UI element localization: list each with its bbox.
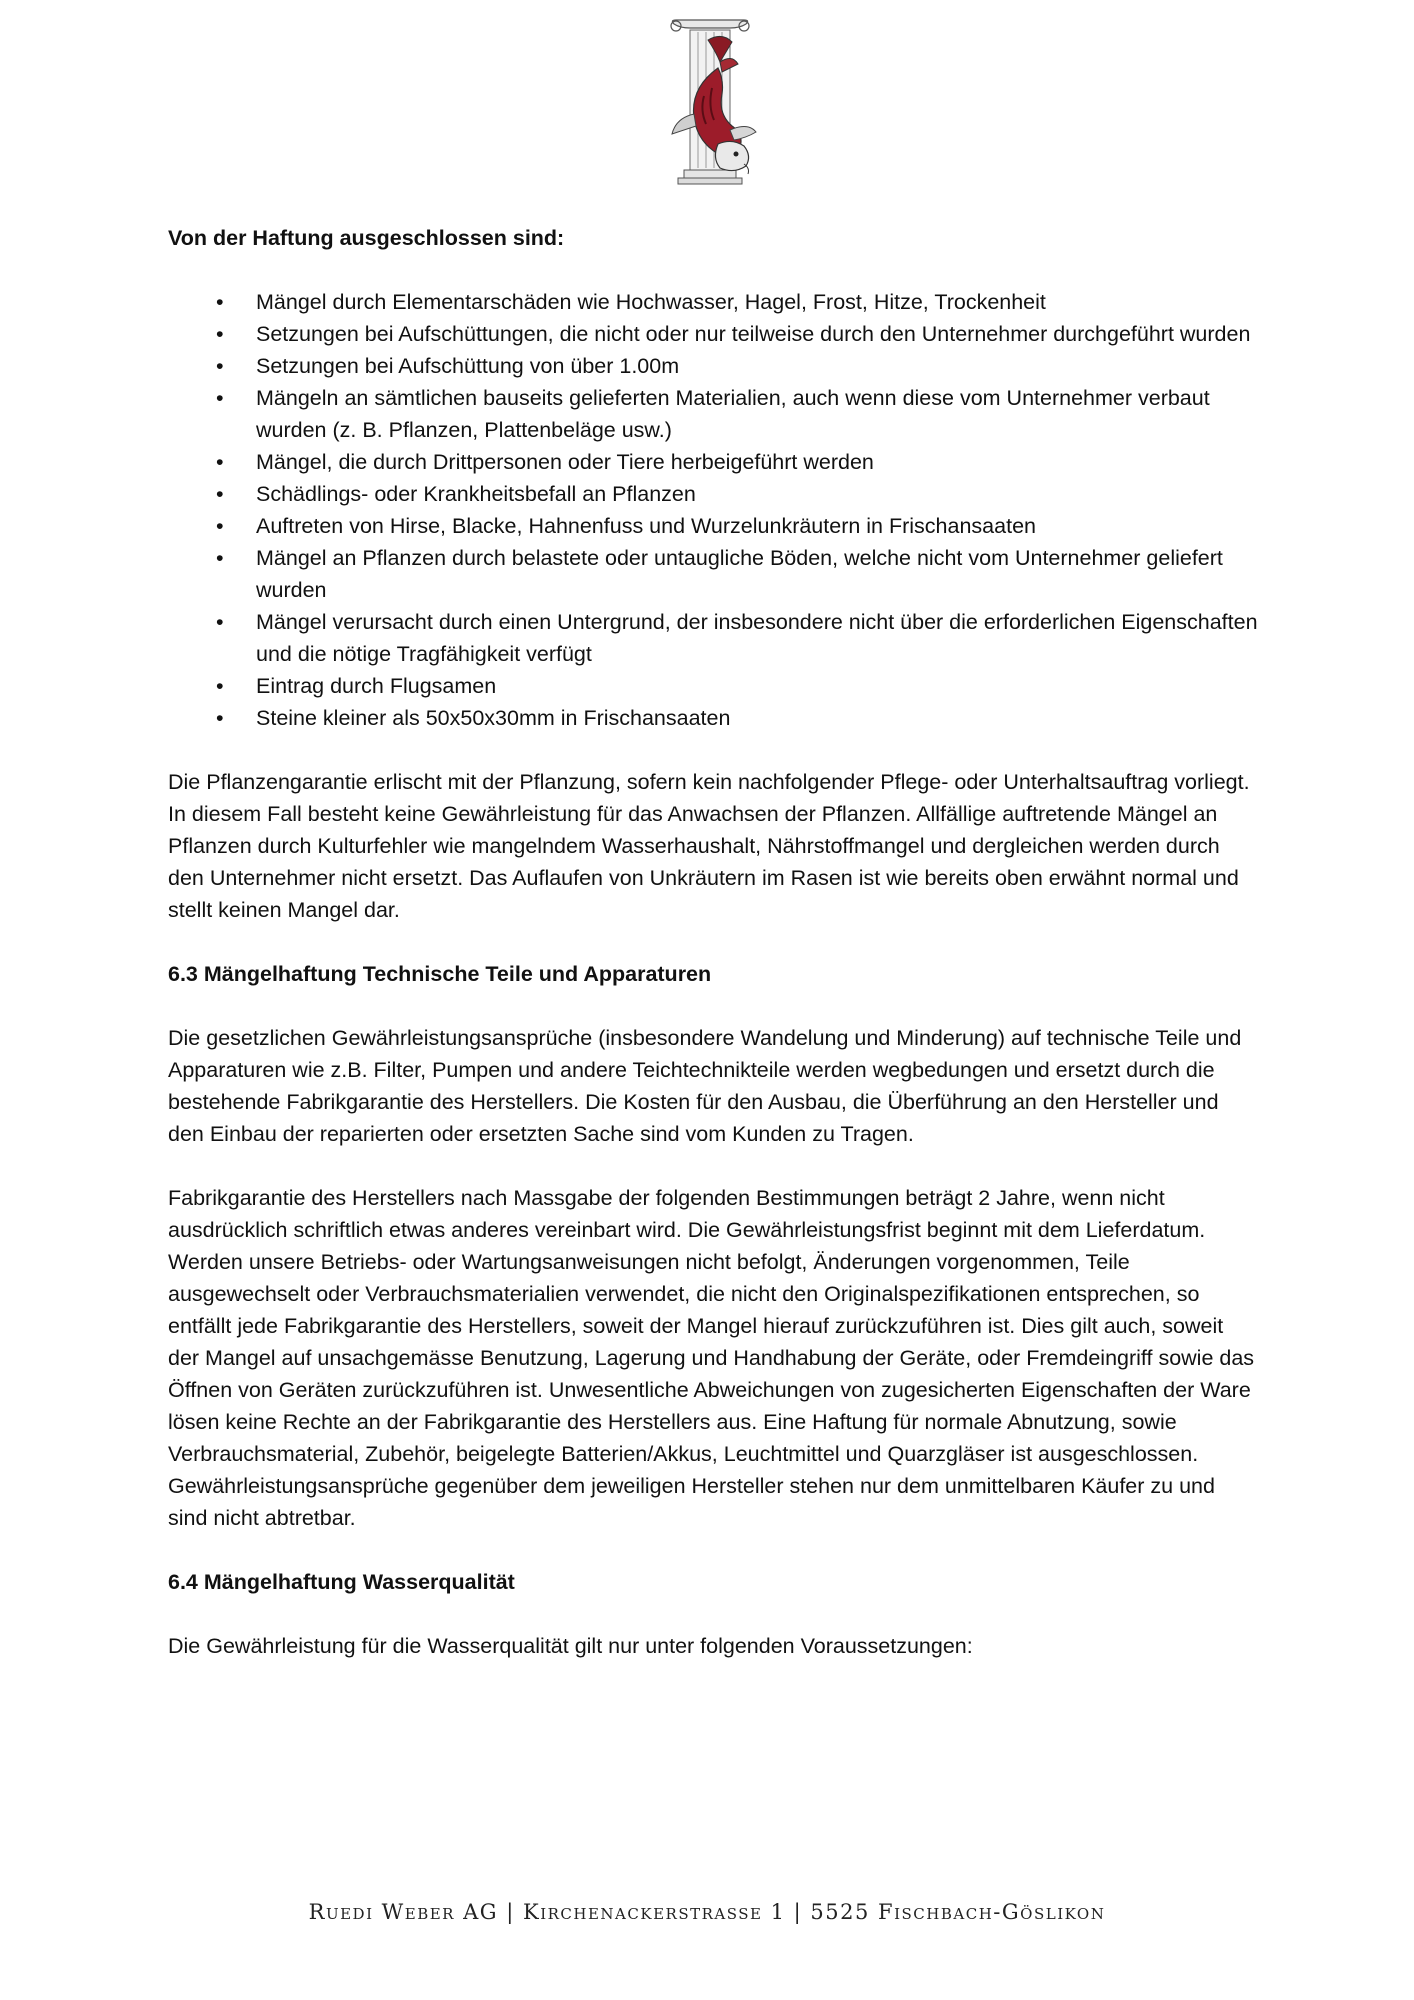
- list-item: • Auftreten von Hirse, Blacke, Hahnenfuss und Wurzelunkräutern in Frischansaaten: [168, 510, 1258, 542]
- section-6-3-paragraph-2: Fabrikgarantie des Herstellers nach Massgabe der folgenden Bestimmungen beträgt 2 Jahre, wenn nicht ausdrücklich schriftlich etwas anderes vereinbart wird. Die Gewährleistungsfrist beginnt mit dem Lieferdatum. Werden unsere Betriebs- oder Wartungsanweisungen nicht befolgt, Änderungen vorgenommen, Teile ausgewechselt oder Verbrauchsmaterialien verwendet, die nicht den Originalspezifikationen entsprechen, so entfällt jede Fabrikgarantie des Herstellers, soweit der Mangel hierauf zurückzuführen ist. Dies gilt auch, soweit der Mangel auf unsachgemässe Benutzung, Lagerung und Handhabung der Geräte, oder Fremdeingriff sowie das Öffnen von Geräten zurückzuführen ist. Unwesentliche Abweichungen von zugesicherten Eigenschaften der Ware lösen keine Rechte an der Fabrikgarantie des Herstellers aus. Eine Haftung für normale Abnutzung, sowie Verbrauchsmaterial, Zubehör, beigelegte Batterien/Akkus, Leuchtmittel und Quarzgläser ist ausgeschlossen. Gewährleistungsansprüche gegenüber dem jeweiligen Hersteller stehen nur dem unmittelbaren Käufer zu und sind nicht abtretbar.: [168, 1186, 1255, 1530]
- bullet-icon: •: [216, 546, 224, 570]
- page-footer: Ruedi Weber AG | Kirchenackerstrasse 1 | 5525 Fischbach-Göslikon: [308, 1900, 1106, 1924]
- section-6-4-heading: 6.4 Mängelhaftung Wasserqualität: [168, 1570, 515, 1594]
- bullet-icon: •: [216, 674, 224, 698]
- bullet-icon: •: [216, 482, 224, 506]
- document-body: [168, 222, 1258, 1694]
- list-item: • Mängel verursacht durch einen Untergrund, der insbesondere nicht über die erforderlichen Eigenschaften und die nötige Tragfähigkeit verfügt: [168, 606, 1258, 670]
- list-item: • Schädlings- oder Krankheitsbefall an Pflanzen: [168, 478, 1258, 510]
- list-item: • Steine kleiner als 50x50x30mm in Frischansaaten: [168, 702, 1258, 734]
- list-item: • Mängeln an sämtlichen bauseits gelieferten Materialien, auch wenn diese vom Unternehmer verbaut wurden (z. B. Pflanzen, Plattenbeläge usw.): [168, 382, 1258, 446]
- list-item: • Mängel durch Elementarschäden wie Hochwasser, Hagel, Frost, Hitze, Trockenheit: [168, 286, 1258, 318]
- bullet-icon: •: [216, 386, 224, 410]
- bullet-icon: •: [216, 290, 224, 314]
- section-6-3-heading: 6.3 Mängelhaftung Technische Teile und Apparaturen: [168, 962, 712, 986]
- bullet-icon: •: [216, 450, 224, 474]
- exclusions-list: [168, 286, 1258, 734]
- list-item: • Setzungen bei Aufschüttung von über 1.00m: [168, 350, 1258, 382]
- section-6-4-paragraph-1: Die Gewährleistung für die Wasserqualität gilt nur unter folgenden Voraussetzungen:: [168, 1634, 973, 1658]
- bullet-icon: •: [216, 610, 224, 634]
- list-item: • Eintrag durch Flugsamen: [168, 670, 1258, 702]
- bullet-icon: •: [216, 706, 224, 730]
- bullet-icon: •: [216, 322, 224, 346]
- bullet-icon: •: [216, 354, 224, 378]
- column-koi-logo-icon: [660, 18, 760, 186]
- section-6-3-paragraph-1: Die gesetzlichen Gewährleistungsansprüche (insbesondere Wandelung und Minderung) auf technische Teile und Apparaturen wie z.B. Filter, Pumpen und andere Teichtechnikteile werden wegbedungen und ersetzt durch die bestehende Fabrikgarantie des Herstellers. Die Kosten für den Ausbau, die Überführung an den Hersteller und den Einbau der reparierten oder ersetzten Sache sind vom Kunden zu Tragen.: [168, 1026, 1242, 1146]
- plant-guarantee-paragraph: Die Pflanzengarantie erlischt mit der Pflanzung, sofern kein nachfolgender Pflege- oder Unterhaltsauftrag vorliegt. In diesem Fall besteht keine Gewährleistung für das Anwachsen der Pflanzen. Allfällige auftretende Mängel an Pflanzen durch Kulturfehler wie mangelndem Wasserhaushalt, Nährstoffmangel und dergleichen werden durch den Unternehmer nicht ersetzt. Das Auflaufen von Unkräutern im Rasen ist wie bereits oben erwähnt normal und stellt keinen Mangel dar.: [168, 770, 1250, 922]
- list-item: • Mängel, die durch Drittpersonen oder Tiere herbeigeführt werden: [168, 446, 1258, 478]
- list-item: • Mängel an Pflanzen durch belastete oder untaugliche Böden, welche nicht vom Unternehmer geliefert wurden: [168, 542, 1258, 606]
- list-item: • Setzungen bei Aufschüttungen, die nicht oder nur teilweise durch den Unternehmer durchgeführt wurden: [168, 318, 1258, 350]
- bullet-icon: •: [216, 514, 224, 538]
- exclusions-heading: Von der Haftung ausgeschlossen sind:: [168, 226, 565, 250]
